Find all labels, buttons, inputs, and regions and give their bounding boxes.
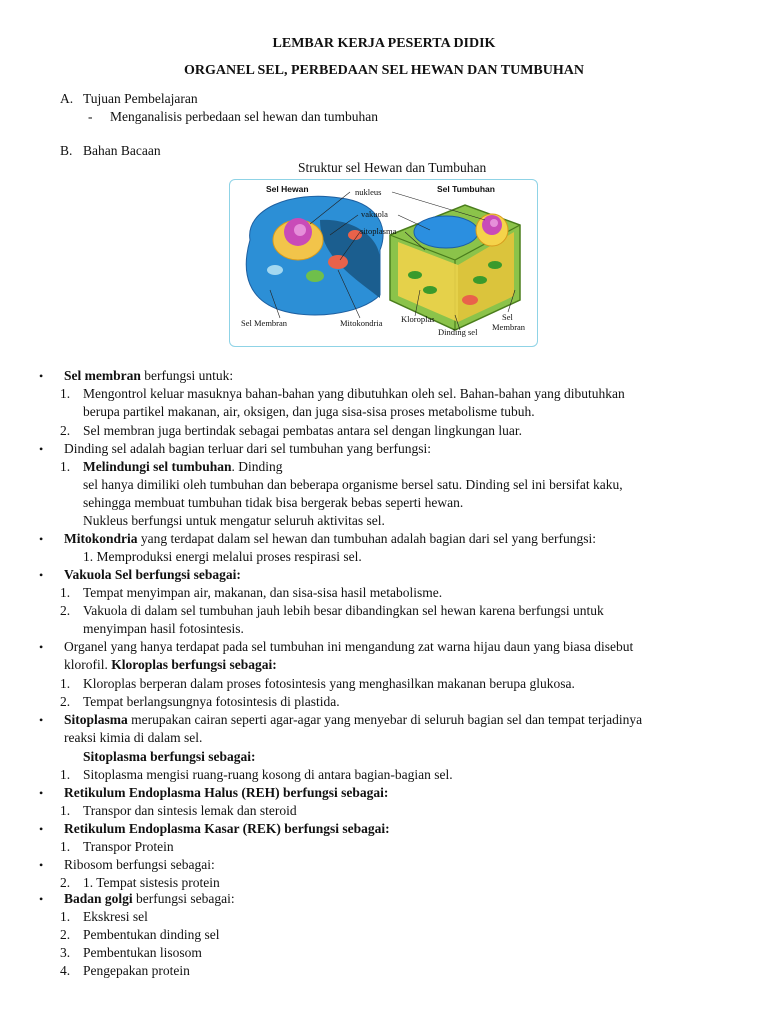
dinding-item-1c: sehingga membuat tumbuhan tidak bisa bergerak bebas seperti hewan. <box>83 495 464 510</box>
kloroplas-item-1: Kloroplas berperan dalam proses fotosintesis yang menghasilkan makanan berupa glukosa. <box>83 676 575 691</box>
document-title: LEMBAR KERJA PESERTA DIDIK <box>272 36 496 51</box>
membran-item-2: Sel membran juga bertindak sebagai pembatas antara sel dengan lingkungan luar. <box>83 423 522 438</box>
label-sel-tumbuhan: Sel Tumbuhan <box>437 184 495 194</box>
section-a-dash: - <box>88 109 93 124</box>
sito-heading: Sitoplasma merupakan cairan seperti agar-agar yang menyebar di seluruh bagian sel dan tempat terjadinya <box>64 712 643 727</box>
label-mitokondria: Mitokondria <box>340 318 383 328</box>
list-number: 3. <box>60 945 71 960</box>
list-number: 1. <box>60 909 71 924</box>
label-sel-membran: Sel Membran <box>241 318 288 328</box>
list-number: 1. <box>60 839 71 854</box>
label-vakuola: vakuola <box>361 209 388 219</box>
list-number: 1. <box>60 585 71 600</box>
sito-text-b: reaksi kimia di dalam sel. <box>64 730 203 745</box>
rek-heading: Retikulum Endoplasma Kasar (REK) berfungsi sebagai: <box>64 821 390 836</box>
cell-diagram <box>229 179 538 347</box>
organel-text-a: Organel yang hanya terdapat pada sel tumbuhan ini mengandung zat warna hijau daun yang biasa disebut <box>64 639 634 654</box>
section-a-title: Tujuan Pembelajaran <box>83 91 198 106</box>
section-b-title: Bahan Bacaan <box>83 143 161 158</box>
golgi-item-3: Pembentukan lisosom <box>83 945 202 960</box>
bullet: • <box>39 822 44 836</box>
list-number: 2. <box>60 875 71 890</box>
list-number: 1. <box>60 676 71 691</box>
vakuola-item-1: Tempat menyimpan air, makanan, dan sisa-sisa hasil metabolisme. <box>83 585 443 600</box>
bullet: • <box>39 713 44 727</box>
sito-subheading: Sitoplasma berfungsi sebagai: <box>83 749 256 764</box>
bullet: • <box>39 568 44 582</box>
section-a-item: Menganalisis perbedaan sel hewan dan tumbuhan <box>110 109 379 124</box>
bullet: • <box>39 892 44 906</box>
label-kloroplas: Kloroplas <box>401 314 435 324</box>
membran-heading: Sel membran berfungsi untuk: <box>64 368 234 383</box>
list-number: 1. <box>60 803 71 818</box>
reh-heading: Retikulum Endoplasma Halus (REH) berfungsi sebagai: <box>64 785 389 800</box>
dinding-item-1d: Nukleus berfungsi untuk mengatur seluruh aktivitas sel. <box>83 513 385 528</box>
vakuola-item-2a: Vakuola di dalam sel tumbuhan jauh lebih besar dibandingkan sel hewan karena berfungsi untuk <box>83 603 604 618</box>
membran-item-1b: berupa partikel makanan, air, oksigen, dan juga sisa-sisa proses metabolisme tubuh. <box>83 404 535 419</box>
label-membran: Membran <box>492 322 526 332</box>
bullet: • <box>39 640 44 654</box>
list-number: 1. <box>60 386 71 401</box>
golgi-heading: Badan golgi berfungsi sebagai: <box>64 891 235 906</box>
label-nukleus: nukleus <box>355 187 382 197</box>
ribosom-heading: Ribosom berfungsi sebagai: <box>64 857 215 872</box>
section-a-label: A. <box>60 91 74 106</box>
label-sel: Sel <box>502 312 513 322</box>
membran-item-1a: Mengontrol keluar masuknya bahan-bahan yang dibutuhkan oleh sel. Bahan-bahan yang dibutuhkan <box>83 386 625 401</box>
reh-item-1: Transpor dan sintesis lemak dan steroid <box>83 803 297 818</box>
figure-caption: Struktur sel Hewan dan Tumbuhan <box>298 160 487 175</box>
vakuola-heading: Vakuola Sel berfungsi sebagai: <box>64 567 241 582</box>
sito-item-1: Sitoplasma mengisi ruang-ruang kosong di antara bagian-bagian sel. <box>83 767 453 782</box>
section-b-label: B. <box>60 143 73 158</box>
list-number: 2. <box>60 423 71 438</box>
document-subtitle: ORGANEL SEL, PERBEDAAN SEL HEWAN DAN TUMBUHAN <box>184 63 584 78</box>
bullet: • <box>39 369 44 383</box>
dinding-item-1: Melindungi sel tumbuhan. Dinding <box>83 459 283 474</box>
list-number: 2. <box>60 927 71 942</box>
rek-item-1: Transpor Protein <box>83 839 174 854</box>
vakuola-item-2b: menyimpan hasil fotosintesis. <box>83 621 244 636</box>
dinding-item-1b: sel hanya dimiliki oleh tumbuhan dan beberapa organisme bersel satu. Dinding sel ini bersifat kaku, <box>83 477 623 492</box>
bullet: • <box>39 442 44 456</box>
mito-item-1: 1. Memproduksi energi melalui proses respirasi sel. <box>83 549 362 564</box>
label-dinding-sel: Dinding sel <box>438 327 478 337</box>
bullet: • <box>39 532 44 546</box>
list-number: 1. <box>60 767 71 782</box>
dinding-intro: Dinding sel adalah bagian terluar dari sel tumbuhan yang berfungsi: <box>64 441 432 456</box>
list-number: 1. <box>60 459 71 474</box>
kloroplas-item-2: Tempat berlangsungnya fotosintesis di plastida. <box>83 694 340 709</box>
list-number: 4. <box>60 963 71 978</box>
golgi-item-1: Ekskresi sel <box>83 909 148 924</box>
list-number: 2. <box>60 603 71 618</box>
bullet: • <box>39 858 44 872</box>
bullet: • <box>39 786 44 800</box>
golgi-item-2: Pembentukan dinding sel <box>83 927 220 942</box>
ribosom-item-1: 1. Tempat sistesis protein <box>83 875 220 890</box>
organel-text-b: klorofil. Kloroplas berfungsi sebagai: <box>64 657 277 672</box>
label-sel-hewan: Sel Hewan <box>266 184 309 194</box>
golgi-item-4: Pengepakan protein <box>83 963 190 978</box>
label-sitoplasma: sitoplasma <box>360 226 397 236</box>
mito-heading: Mitokondria yang terdapat dalam sel hewan dan tumbuhan adalah bagian dari sel yang berfungsi: <box>64 531 596 546</box>
list-number: 2. <box>60 694 71 709</box>
